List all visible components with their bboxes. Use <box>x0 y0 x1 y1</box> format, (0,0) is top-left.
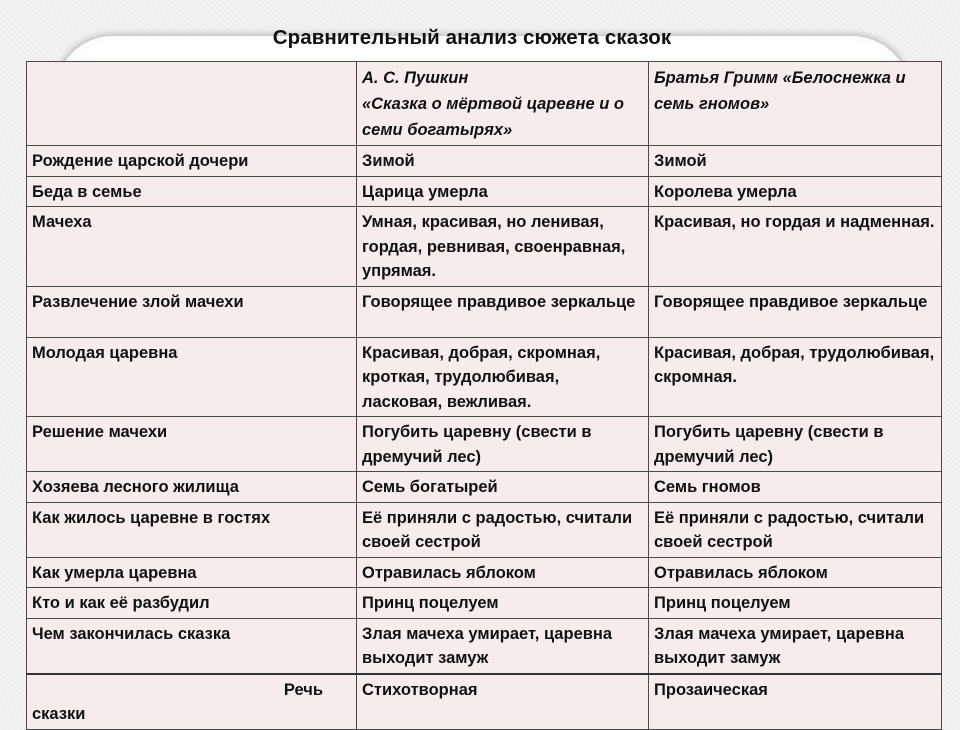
row-label-cell: Молодая царевна <box>27 337 357 417</box>
table-row <box>27 472 942 503</box>
row-label-cell: Беда в семье <box>27 176 357 207</box>
grimm-cell: Семь гномов <box>649 472 942 503</box>
grimm-cell: Прозаическая <box>649 674 942 730</box>
table-body <box>27 62 942 730</box>
speech-label-word2: сказки <box>32 705 86 723</box>
row-label-cell: Рождение царской дочери <box>27 146 357 177</box>
table-row <box>27 207 942 287</box>
header-grimm-cell: Братья Гримм «Белоснежка и семь гномов» <box>649 62 942 146</box>
grimm-cell: Её приняли с радостью, считали своей сестрой <box>649 502 942 557</box>
pushkin-cell: Отравилась яблоком <box>357 557 649 588</box>
table-row <box>27 557 942 588</box>
row-label-cell: Кто и как её разбудил <box>27 588 357 619</box>
table-row-speech <box>27 674 942 730</box>
grimm-cell: Принц поцелуем <box>649 588 942 619</box>
header-corner-cell <box>27 62 357 146</box>
pushkin-cell: Семь богатырей <box>357 472 649 503</box>
grimm-cell: Красивая, но гордая и надменная. <box>649 207 942 287</box>
header-pushkin-cell <box>357 62 649 146</box>
row-label-cell: Как жилось царевне в гостях <box>27 502 357 557</box>
pushkin-cell: Принц поцелуем <box>357 588 649 619</box>
table-row <box>27 588 942 619</box>
header-pushkin-title: «Сказка о мёртвой царевне и о семи богатырях» <box>362 95 624 139</box>
table-row <box>27 286 942 337</box>
grimm-cell: Злая мачеха умирает, царевна выходит замуж <box>649 618 942 674</box>
row-label-cell: Развлечение злой мачехи <box>27 286 357 337</box>
row-label-cell <box>27 674 357 730</box>
grimm-cell: Красивая, добрая, трудолюбивая, скромная. <box>649 337 942 417</box>
table-row <box>27 417 942 472</box>
pushkin-cell: Стихотворная <box>357 674 649 730</box>
header-row <box>27 62 942 146</box>
pushkin-cell: Погубить царевну (свести в дремучий лес) <box>357 417 649 472</box>
pushkin-cell: Красивая, добрая, скромная, кроткая, трудолюбивая, ласковая, вежливая. <box>357 337 649 417</box>
pushkin-cell: Умная, красивая, но ленивая, гордая, ревнивая, своенравная, упрямая. <box>357 207 649 287</box>
row-label-cell: Решение мачехи <box>27 417 357 472</box>
pushkin-cell: Говорящее правдивое зеркальце <box>357 286 649 337</box>
grimm-cell: Зимой <box>649 146 942 177</box>
row-label-cell: Как умерла царевна <box>27 557 357 588</box>
grimm-cell: Отравилась яблоком <box>649 557 942 588</box>
pushkin-cell: Зимой <box>357 146 649 177</box>
pushkin-cell: Царица умерла <box>357 176 649 207</box>
pushkin-cell: Злая мачеха умирает, царевна выходит замуж <box>357 618 649 674</box>
comparison-table <box>26 61 942 730</box>
page-title: Сравнительный анализ сюжета сказок <box>272 26 672 49</box>
grimm-cell: Погубить царевну (свести в дремучий лес) <box>649 417 942 472</box>
speech-label-word1: Речь <box>283 680 323 699</box>
pushkin-cell: Её приняли с радостью, считали своей сестрой <box>357 502 649 557</box>
header-pushkin-author: А. С. Пушкин <box>362 69 469 87</box>
row-label-cell: Чем закончилась сказка <box>27 618 357 674</box>
grimm-cell: Королева умерла <box>649 176 942 207</box>
table-row <box>27 502 942 557</box>
table-row <box>27 176 942 207</box>
row-label-cell: Хозяева лесного жилища <box>27 472 357 503</box>
table-row <box>27 146 942 177</box>
grimm-cell: Говорящее правдивое зеркальце <box>649 286 942 337</box>
table-row <box>27 618 942 674</box>
table-row <box>27 337 942 417</box>
row-label-cell: Мачеха <box>27 207 357 287</box>
